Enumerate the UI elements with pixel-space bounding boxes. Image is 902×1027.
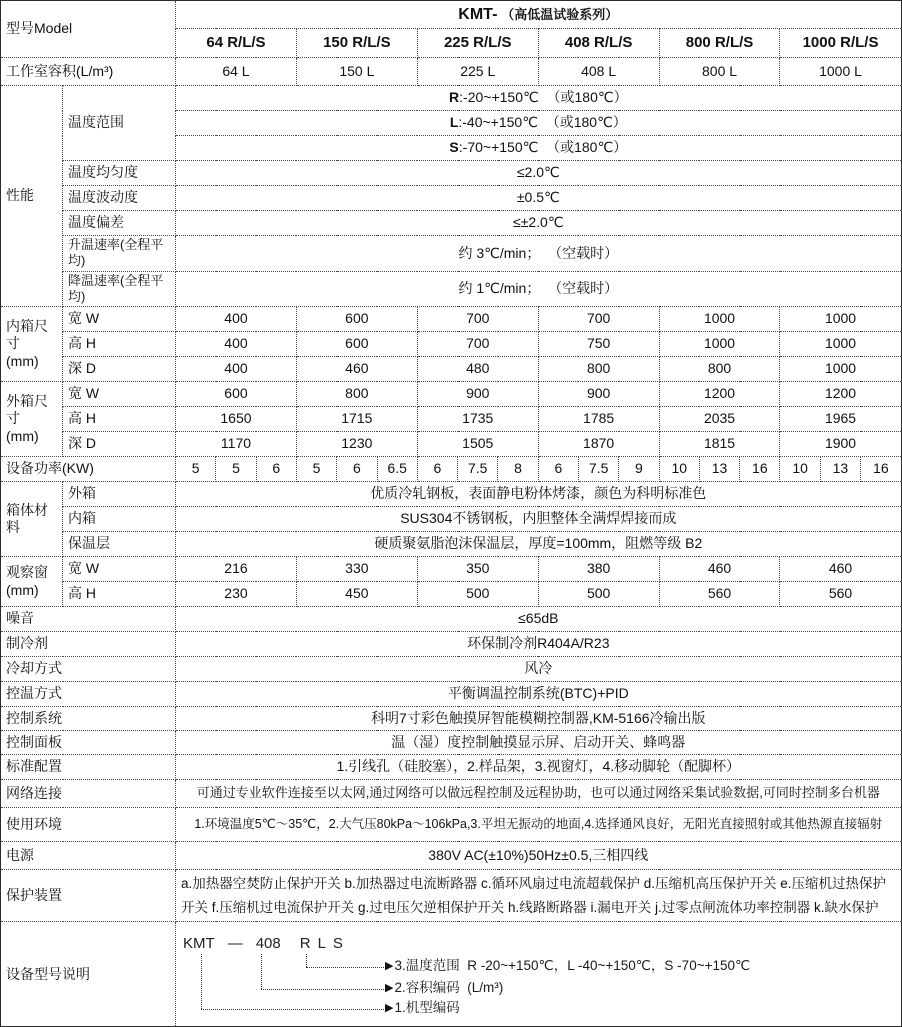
- dim-value: 1170: [176, 432, 297, 457]
- outer-size-row: [1, 432, 902, 457]
- connector-line: [306, 967, 386, 968]
- capacity-value: 1000 L: [780, 58, 901, 86]
- dim-value: 1230: [296, 432, 417, 457]
- power-row: [1, 457, 902, 482]
- temp-range-code: L: [449, 114, 459, 131]
- spec-row-value: 科明7寸彩色触摸屏智能模糊控制器,KM-5166冷输出版: [176, 707, 902, 731]
- connector-line: [201, 1009, 386, 1010]
- temp-range-code: S: [449, 139, 459, 156]
- connector-line: [261, 989, 386, 990]
- performance-row-value: ≤±2.0℃: [176, 211, 902, 236]
- spec-row-value: 可通过专业软件连接至以太网,通过网络可以做远程控制及远程协助，也可以通过网络采集试验数据,可同时控制多台机器: [176, 780, 902, 808]
- temp-range-text: :-70~+150℃ （或180℃）: [458, 139, 628, 156]
- dim-value: 330: [296, 557, 417, 582]
- power-value: 10: [659, 457, 699, 482]
- power-value: 6: [337, 457, 377, 482]
- dim-value: 1000: [659, 332, 780, 357]
- power-value: 16: [861, 457, 902, 482]
- capacity-label: 工作室容积(L/m³): [1, 58, 176, 86]
- temp-range-value: [176, 86, 902, 111]
- model-column-header: 150 R/L/S: [296, 29, 417, 58]
- temp-range-row: [1, 86, 902, 111]
- power-label: 设备功率(KW): [1, 457, 176, 482]
- connector-line: [261, 954, 262, 989]
- performance-row: [1, 211, 902, 236]
- code-letter-r: R: [299, 934, 311, 952]
- code-letter-l: L: [317, 934, 326, 952]
- arrow-right-icon: ▶: [385, 959, 394, 972]
- spec-row-value: 环保制冷剂R404A/R23: [176, 632, 902, 657]
- dim-value: 400: [176, 332, 297, 357]
- spec-row-label: 标准配置: [1, 755, 176, 780]
- performance-group-label: 性能: [1, 86, 63, 307]
- dim-value: 400: [176, 357, 297, 382]
- performance-row-value: 约 1℃/min； （空载时）: [176, 271, 902, 307]
- power-value: 9: [619, 457, 659, 482]
- material-label: 保温层: [63, 532, 176, 557]
- performance-row-label: 降温速率(全程平均): [63, 271, 176, 307]
- spec-row: [1, 731, 902, 755]
- dim-label: 宽 W: [63, 307, 176, 332]
- model-label: 型号Model: [1, 1, 176, 58]
- capacity-value: 225 L: [417, 58, 538, 86]
- dim-value: 2035: [659, 407, 780, 432]
- capacity-value: 64 L: [176, 58, 297, 86]
- performance-row-label: 温度偏差: [63, 211, 176, 236]
- dim-value: 800: [659, 357, 780, 382]
- dim-value: 480: [417, 357, 538, 382]
- spec-row: [1, 808, 902, 842]
- performance-row-label: 温度波动度: [63, 186, 176, 211]
- temp-range-label: 温度范围: [63, 86, 176, 161]
- performance-row-label: 升温速率(全程平均): [63, 236, 176, 272]
- dim-label: 宽 W: [63, 382, 176, 407]
- material-value: 硬质聚氨脂泡沫保温层，厚度=100mm，阻燃等级 B2: [176, 532, 902, 557]
- dim-value: 600: [296, 307, 417, 332]
- capacity-value: 408 L: [538, 58, 659, 86]
- window-title: 观察窗: [6, 564, 48, 580]
- outer-size-title: 外箱尺寸: [6, 392, 48, 427]
- model-column-header: 225 R/L/S: [417, 29, 538, 58]
- outer-size-group-label: [1, 382, 63, 457]
- dim-value: 1200: [780, 382, 901, 407]
- power-value: 13: [820, 457, 860, 482]
- spec-row-label: 保护装置: [1, 870, 176, 922]
- spec-row-label: 噪音: [1, 607, 176, 632]
- dim-value: 500: [538, 582, 659, 607]
- spec-row-value: ≤65dB: [176, 607, 902, 632]
- power-value: 8: [498, 457, 538, 482]
- dim-value: 230: [176, 582, 297, 607]
- dim-value: 800: [296, 382, 417, 407]
- dim-value: 500: [417, 582, 538, 607]
- connector-line: [201, 954, 202, 1009]
- dim-value: 1200: [659, 382, 780, 407]
- dim-value: 700: [417, 332, 538, 357]
- outer-size-unit: (mm): [6, 427, 39, 444]
- dim-value: 600: [296, 332, 417, 357]
- legend-item: [385, 979, 503, 999]
- dim-label: 深 D: [63, 432, 176, 457]
- dim-value: 1785: [538, 407, 659, 432]
- dim-value: 800: [538, 357, 659, 382]
- dim-value: 460: [296, 357, 417, 382]
- dim-value: 216: [176, 557, 297, 582]
- legend-item: [385, 999, 460, 1019]
- spec-row-value: 温（湿）度控制触摸显示屏、启动开关、蜂鸣器: [176, 731, 902, 755]
- dim-label: 高 H: [63, 582, 176, 607]
- dim-value: 1735: [417, 407, 538, 432]
- material-row: [1, 532, 902, 557]
- window-row: [1, 582, 902, 607]
- performance-row: [1, 236, 902, 272]
- dim-value: 1900: [780, 432, 901, 457]
- power-value: 16: [740, 457, 780, 482]
- power-value: 6: [538, 457, 578, 482]
- dim-label: 高 H: [63, 332, 176, 357]
- series-title: KMT-: [458, 5, 498, 23]
- temp-range-value: [176, 136, 902, 161]
- dim-value: 1965: [780, 407, 901, 432]
- connector-line: [306, 954, 307, 967]
- power-value: 7.5: [458, 457, 498, 482]
- inner-size-group-label: [1, 307, 63, 382]
- series-title-cell: [176, 1, 902, 29]
- spec-row: [1, 755, 902, 780]
- performance-row-value: ≤2.0℃: [176, 161, 902, 186]
- model-code: [183, 935, 343, 954]
- power-value: 13: [699, 457, 739, 482]
- code-brand: KMT: [183, 934, 215, 952]
- dim-value: 1715: [296, 407, 417, 432]
- materials-group-label: 箱体材料: [1, 482, 63, 557]
- material-value: 优质冷轧钢板，表面静电粉体烤漆，颜色为科明标准色: [176, 482, 902, 507]
- material-label: 内箱: [63, 507, 176, 532]
- inner-size-row: [1, 357, 902, 382]
- legend-text: 2.容积编码 (L/m³): [394, 980, 504, 996]
- dim-value: 750: [538, 332, 659, 357]
- inner-size-unit: (mm): [6, 352, 39, 369]
- dim-value: 1000: [659, 307, 780, 332]
- power-value: 5: [176, 457, 216, 482]
- temp-range-text: :-40~+150℃ （或180℃）: [458, 114, 627, 131]
- spec-row: [1, 657, 902, 682]
- spec-row: [1, 780, 902, 808]
- outer-size-row: [1, 382, 902, 407]
- model-code-diagram: [176, 923, 901, 1026]
- dim-value: 450: [296, 582, 417, 607]
- dim-value: 900: [538, 382, 659, 407]
- window-unit: (mm): [6, 581, 39, 598]
- arrow-right-icon: ▶: [385, 1001, 394, 1014]
- dim-value: 560: [659, 582, 780, 607]
- spec-row-label: 制冷剂: [1, 632, 176, 657]
- spec-row-label: 控制系统: [1, 707, 176, 731]
- model-column-header: 1000 R/L/S: [780, 29, 901, 58]
- spec-row-value: 平衡调温控制系统(BTC)+PID: [176, 682, 902, 707]
- dim-value: 1000: [780, 332, 901, 357]
- performance-row: [1, 186, 902, 211]
- dim-value: 400: [176, 307, 297, 332]
- temp-range-text: :-20~+150℃ （或180℃）: [459, 89, 628, 106]
- spec-row-value: 风冷: [176, 657, 902, 682]
- capacity-row: [1, 58, 902, 86]
- spec-row: [1, 632, 902, 657]
- spec-row-value: 1.环境温度5℃～35℃，2.大气压80kPa～106kPa,3.平坦无振动的地面,4.选择通风良好，无阳光直接照射或其他热源直接辐射: [176, 808, 902, 842]
- spec-row-label: 使用环境: [1, 808, 176, 842]
- dim-value: 560: [780, 582, 901, 607]
- spec-row-label: 冷却方式: [1, 657, 176, 682]
- temp-range-value: [176, 111, 902, 136]
- power-value: 5: [296, 457, 336, 482]
- power-value: 10: [780, 457, 820, 482]
- legend-item: [385, 957, 750, 977]
- spec-row: [1, 682, 902, 707]
- dim-value: 600: [176, 382, 297, 407]
- spec-row: [1, 842, 902, 870]
- capacity-value: 150 L: [296, 58, 417, 86]
- dim-label: 宽 W: [63, 557, 176, 582]
- power-value: 6.5: [377, 457, 417, 482]
- inner-size-row: [1, 332, 902, 357]
- dim-value: 1505: [417, 432, 538, 457]
- legend-text: 1.机型编码: [394, 1000, 460, 1016]
- dim-value: 900: [417, 382, 538, 407]
- spec-row-label: 网络连接: [1, 780, 176, 808]
- window-group-label: [1, 557, 63, 607]
- window-row: [1, 557, 902, 582]
- dim-value: 380: [538, 557, 659, 582]
- inner-size-title: 内箱尺寸: [6, 317, 48, 352]
- dim-label: 高 H: [63, 407, 176, 432]
- model-explain-diagram: [176, 922, 902, 1027]
- dim-value: 700: [538, 307, 659, 332]
- spec-row-value: 380V AC(±10%)50Hz±0.5,三相四线: [176, 842, 902, 870]
- code-dash: —: [227, 934, 243, 952]
- performance-row: [1, 271, 902, 307]
- model-column-header: 64 R/L/S: [176, 29, 297, 58]
- spec-row: [1, 707, 902, 731]
- dim-value: 460: [780, 557, 901, 582]
- outer-size-row: [1, 407, 902, 432]
- performance-row: [1, 161, 902, 186]
- spec-row-value: 1.引线孔（硅胶塞），2.样品架，3.视窗灯，4.移动脚轮（配脚杯）: [176, 755, 902, 780]
- spec-row-label: 电源: [1, 842, 176, 870]
- temp-range-code: R: [449, 89, 460, 106]
- dim-value: 700: [417, 307, 538, 332]
- dim-value: 1815: [659, 432, 780, 457]
- model-column-header: 408 R/L/S: [538, 29, 659, 58]
- power-value: 6: [256, 457, 296, 482]
- spec-row: [1, 607, 902, 632]
- material-label: 外箱: [63, 482, 176, 507]
- legend-text: 3.温度范围 R -20~+150℃，L -40~+150℃，S -70~+150℃: [394, 958, 751, 974]
- material-row: [1, 482, 902, 507]
- arrow-right-icon: ▶: [385, 981, 394, 994]
- dim-value: 460: [659, 557, 780, 582]
- power-value: 6: [417, 457, 457, 482]
- spec-row-value: a.加热器空焚防止保护开关 b.加热器过电流断路器 c.循环风扇过电流超载保护 d.压缩机高压保护开关 e.压缩机过热保护开关 f.压缩机过电流保护开关 g.过电压欠逆相保护开关 h.线路断路器 i.漏电开关 j.过零点闸流体功率控制器 k.缺水保护: [176, 870, 902, 922]
- model-explain-row: [1, 922, 902, 1027]
- series-header-row: [1, 1, 902, 29]
- material-row: [1, 507, 902, 532]
- dim-value: 1000: [780, 357, 901, 382]
- code-volume: 408: [255, 934, 281, 952]
- inner-size-row: [1, 307, 902, 332]
- power-value: 7.5: [578, 457, 618, 482]
- performance-row-value: 约 3℃/min； （空载时）: [176, 236, 902, 272]
- series-note: （高低温试验系列）: [501, 6, 619, 22]
- performance-row-label: 温度均匀度: [63, 161, 176, 186]
- dim-value: 1870: [538, 432, 659, 457]
- material-value: SUS304不锈钢板，内胆整体全满焊焊接而成: [176, 507, 902, 532]
- performance-row-value: ±0.5℃: [176, 186, 902, 211]
- dim-value: 1650: [176, 407, 297, 432]
- code-letter-s: S: [332, 934, 343, 952]
- dim-value: 1000: [780, 307, 901, 332]
- spec-row-label: 控制面板: [1, 731, 176, 755]
- spec-row: [1, 870, 902, 922]
- capacity-value: 800 L: [659, 58, 780, 86]
- model-explain-label: 设备型号说明: [1, 922, 176, 1027]
- dim-value: 350: [417, 557, 538, 582]
- dim-label: 深 D: [63, 357, 176, 382]
- model-column-header: 800 R/L/S: [659, 29, 780, 58]
- power-value: 5: [216, 457, 256, 482]
- spec-row-label: 控温方式: [1, 682, 176, 707]
